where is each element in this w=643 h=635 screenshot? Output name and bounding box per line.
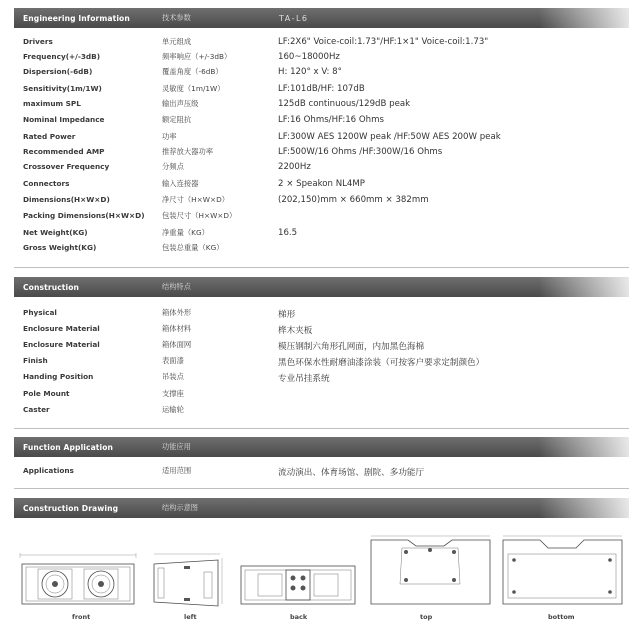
function-row-applications <box>0 466 643 480</box>
spec-label-cn: 输入连接器 <box>162 179 199 188</box>
construction-title-cn: 结构特点 <box>162 282 191 291</box>
construction-row-finish <box>0 356 643 370</box>
spec-label-cn: 分频点 <box>162 162 184 171</box>
construction-value: 黑色环保水性耐磨油漆涂装（可按客户要求定制颜色） <box>278 358 485 368</box>
spec-row-frequency <box>0 52 643 66</box>
drawing-header <box>14 498 629 518</box>
spec-value: LF:300W AES 1200W peak /HF:50W AES 200W peak <box>278 132 501 142</box>
spec-label: Connectors <box>23 179 70 188</box>
spec-value: 2 × Speakon NL4MP <box>278 179 365 189</box>
top-view-drawing <box>368 532 493 610</box>
spec-row-crossover <box>0 162 643 176</box>
spec-label-cn: 频率响应（+/-3dB） <box>162 52 232 61</box>
construction-label-cn: 箱体面网 <box>162 340 192 349</box>
spec-value: 2200Hz <box>278 162 311 172</box>
spec-label: Nominal Impedance <box>23 115 105 124</box>
spec-label-cn: 覆盖角度（-6dB） <box>162 67 223 76</box>
spec-label: Drivers <box>23 37 53 46</box>
spec-value: 160~18000Hz <box>278 52 340 62</box>
engineering-title: Engineering Information <box>23 13 130 23</box>
construction-label: Enclosure Material <box>23 340 100 349</box>
spec-label: Dimensions(H×W×D) <box>23 195 110 204</box>
spec-label: Recommended AMP <box>23 147 105 156</box>
construction-title: Construction <box>23 282 80 292</box>
front-view-drawing <box>18 552 138 607</box>
header-fade <box>539 498 629 518</box>
header-fade <box>539 8 629 28</box>
spec-value: 16.5 <box>278 228 298 238</box>
section-divider <box>14 267 629 268</box>
function-title: Function Application <box>23 442 114 452</box>
spec-label-cn: 净重量（KG） <box>162 228 209 237</box>
spec-label: Frequency(+/-3dB) <box>23 52 101 61</box>
spec-value: H: 120° x V: 8° <box>278 67 342 77</box>
engineering-header <box>14 8 629 28</box>
construction-label: Pole Mount <box>23 389 70 398</box>
construction-row-pole-mount <box>0 389 643 403</box>
spec-label: Crossover Frequency <box>23 162 110 171</box>
header-fade <box>539 437 629 457</box>
section-divider <box>14 428 629 429</box>
spec-row-connectors <box>0 179 643 193</box>
left-view-label: left <box>184 613 197 621</box>
back-view-drawing <box>238 560 358 608</box>
spec-row-packing-dimensions <box>0 211 643 225</box>
construction-label-cn: 箱体材料 <box>162 324 192 333</box>
function-label: Applications <box>23 466 74 475</box>
construction-row-enclosure-material <box>0 324 643 338</box>
spec-row-impedance <box>0 115 643 129</box>
construction-label-cn: 运输轮 <box>162 405 184 414</box>
spec-value: LF:500W/16 Ohms /HF:300W/16 Ohms <box>278 147 443 157</box>
construction-row-physical <box>0 308 643 322</box>
spec-row-sensitivity <box>0 84 643 98</box>
construction-label-cn: 表面漆 <box>162 356 184 365</box>
spec-label-cn: 灵敏度（1m/1W） <box>162 84 225 93</box>
spec-label: Sensitivity(1m/1W) <box>23 84 102 93</box>
spec-value: (202,150)mm × 660mm × 382mm <box>278 195 429 205</box>
function-value: 流动演出、体育场馆、剧院、多功能厅 <box>278 468 425 478</box>
spec-label-cn: 额定阻抗 <box>162 115 192 124</box>
header-fade <box>539 277 629 297</box>
spec-row-rated-power <box>0 132 643 146</box>
function-label-cn: 适用范围 <box>162 466 192 475</box>
model-name: TA-L6 <box>279 13 309 23</box>
function-title-cn: 功能应用 <box>162 442 191 451</box>
construction-value: 梯形 <box>278 310 296 320</box>
spec-row-dimensions <box>0 195 643 209</box>
spec-value: LF:16 Ohms/HF:16 Ohms <box>278 115 384 125</box>
spec-row-dispersion <box>0 67 643 81</box>
spec-label-cn: 输出声压级 <box>162 99 199 108</box>
construction-row-handling <box>0 372 643 386</box>
spec-label: Rated Power <box>23 132 76 141</box>
spec-label: Dispersion(-6dB) <box>23 67 93 76</box>
spec-label-cn: 包装尺寸（H×W×D） <box>162 211 237 220</box>
spec-label-cn: 净尺寸（H×W×D） <box>162 195 230 204</box>
construction-label: Finish <box>23 356 48 365</box>
construction-row-grille <box>0 340 643 354</box>
drawing-title-cn: 结构示意图 <box>162 503 198 512</box>
front-view-label: front <box>72 613 91 621</box>
spec-row-gross-weight <box>0 243 643 257</box>
spec-label: Gross Weight(KG) <box>23 243 97 252</box>
bottom-view-drawing <box>500 532 625 610</box>
construction-label: Handing Position <box>23 372 94 381</box>
construction-value: 桦木夹板 <box>278 326 313 336</box>
spec-label-cn: 单元组成 <box>162 37 192 46</box>
construction-label-cn: 支撑座 <box>162 389 184 398</box>
spec-label: Packing Dimensions(H×W×D) <box>23 211 145 220</box>
drawing-title: Construction Drawing <box>23 503 119 513</box>
construction-row-caster <box>0 405 643 419</box>
construction-label-cn: 箱体外形 <box>162 308 192 317</box>
spec-row-drivers <box>0 37 643 51</box>
spec-label-cn: 功率 <box>162 132 177 141</box>
construction-label: Physical <box>23 308 57 317</box>
back-view-label: back <box>290 613 308 621</box>
section-divider <box>14 488 629 489</box>
construction-value: 模压钢制六角形孔网面，内加黑色海棉 <box>278 342 425 352</box>
construction-header <box>14 277 629 297</box>
construction-value: 专业吊挂系统 <box>278 374 330 384</box>
spec-row-max-spl <box>0 99 643 113</box>
construction-label: Caster <box>23 405 50 414</box>
spec-value: LF:101dB/HF: 107dB <box>278 84 365 94</box>
spec-label: maximum SPL <box>23 99 81 108</box>
left-view-drawing <box>150 550 225 608</box>
spec-row-net-weight <box>0 228 643 242</box>
spec-value: 125dB continuous/129dB peak <box>278 99 411 109</box>
spec-label-cn: 推荐放大器功率 <box>162 147 214 156</box>
engineering-title-cn: 技术参数 <box>162 13 191 22</box>
construction-label: Enclosure Material <box>23 324 100 333</box>
spec-row-recommended-amp <box>0 147 643 161</box>
spec-label: Net Weight(KG) <box>23 228 88 237</box>
spec-label-cn: 包装总重量（KG） <box>162 243 224 252</box>
bottom-view-label: bottom <box>548 613 575 621</box>
top-view-label: top <box>420 613 433 621</box>
construction-label-cn: 吊装点 <box>162 372 184 381</box>
function-header <box>14 437 629 457</box>
spec-value: LF:2X6" Voice-coil:1.73"/HF:1×1" Voice-coil:1.73" <box>278 37 489 47</box>
